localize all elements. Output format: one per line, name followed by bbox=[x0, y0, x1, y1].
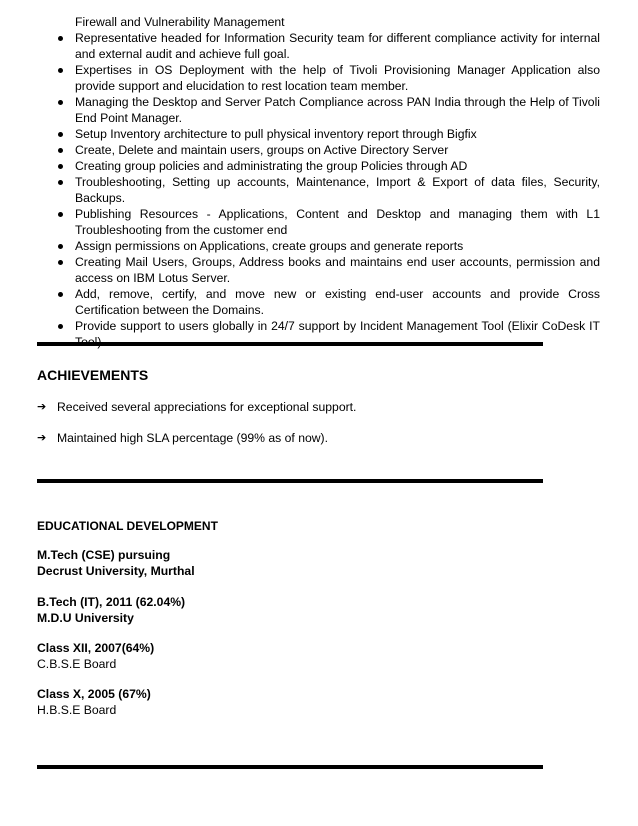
bullet-item bbox=[0, 238, 600, 254]
bullet-text: Add, remove, certify, and move new or existing end-user accounts and provide Cross Certification between the Domains. bbox=[75, 287, 600, 317]
bullet-icon bbox=[58, 324, 63, 329]
degree-title: Class XII, 2007(64%) bbox=[37, 641, 155, 655]
bullet-text: Setup Inventory architecture to pull physical inventory report through Bigfix bbox=[75, 127, 477, 141]
achievement-item bbox=[37, 399, 356, 415]
education-entry bbox=[37, 594, 185, 626]
institution-name: C.B.S.E Board bbox=[37, 657, 117, 671]
bullet-icon bbox=[58, 164, 63, 169]
bullet-text: Representative headed for Information Security team for different compliance activity for internal and external audit and achieve full goal. bbox=[75, 31, 600, 61]
education-entry bbox=[37, 686, 151, 718]
bullet-icon bbox=[58, 180, 63, 185]
bullet-item bbox=[0, 142, 600, 158]
bullet-text: Managing the Desktop and Server Patch Compliance across PAN India through the Help of Tivoli End Point Manager. bbox=[75, 95, 600, 125]
degree-title: M.Tech (CSE) pursuing bbox=[37, 548, 171, 562]
bullet-text: Publishing Resources - Applications, Content and Desktop and managing them with L1 Troubleshooting from the customer end bbox=[75, 207, 600, 237]
bullet-text: Creating group policies and administrating the group Policies through AD bbox=[75, 159, 468, 173]
institution-name: H.B.S.E Board bbox=[37, 703, 117, 717]
bullet-icon bbox=[58, 132, 63, 137]
degree-title: B.Tech (IT), 2011 (62.04%) bbox=[37, 595, 186, 609]
bullet-item bbox=[0, 286, 600, 318]
bullet-text: Create, Delete and maintain users, groups on Active Directory Server bbox=[75, 143, 449, 157]
bullet-icon bbox=[58, 292, 63, 297]
arrow-right-icon: ➔ bbox=[37, 401, 47, 413]
bullet-item bbox=[0, 62, 600, 94]
achievement-item bbox=[37, 430, 328, 446]
education-entry bbox=[37, 640, 154, 672]
bullet-icon bbox=[58, 260, 63, 265]
education-heading: EDUCATIONAL DEVELOPMENT bbox=[37, 519, 218, 533]
bullet-text: Troubleshooting, Setting up accounts, Maintenance, Import & Export of data files, Security, Backups. bbox=[75, 175, 600, 205]
section-divider bbox=[37, 765, 543, 769]
bullet-item bbox=[0, 94, 600, 126]
achievement-text: Maintained high SLA percentage (99% as of now). bbox=[57, 431, 329, 445]
bullet-icon bbox=[58, 212, 63, 217]
section-divider bbox=[37, 479, 543, 483]
bullet-icon bbox=[58, 100, 63, 105]
bullet-icon bbox=[58, 36, 63, 41]
section-divider bbox=[37, 342, 543, 346]
education-entry bbox=[37, 547, 195, 579]
achievements-heading: ACHIEVEMENTS bbox=[37, 367, 149, 383]
bullet-item bbox=[0, 206, 600, 238]
bullet-text: Expertises in OS Deployment with the help of Tivoli Provisioning Manager Application also provide support and elucidation to rest location team member. bbox=[75, 63, 600, 93]
bullet-text: Assign permissions on Applications, create groups and generate reports bbox=[75, 239, 464, 253]
bullet-item bbox=[0, 174, 600, 206]
institution-name: M.D.U University bbox=[37, 611, 134, 625]
continued-bullet-text: Firewall and Vulnerability Management bbox=[75, 15, 285, 29]
institution-name: Decrust University, Murthal bbox=[37, 564, 195, 578]
bullet-icon bbox=[58, 244, 63, 249]
bullet-item bbox=[0, 158, 600, 174]
degree-title: Class X, 2005 (67%) bbox=[37, 687, 151, 701]
bullet-item bbox=[0, 254, 600, 286]
bullet-item bbox=[0, 30, 600, 62]
achievement-text: Received several appreciations for exceptional support. bbox=[57, 400, 357, 414]
bullet-text: Creating Mail Users, Groups, Address books and maintains end user accounts, permission and access on IBM Lotus Server. bbox=[75, 255, 600, 285]
bullet-icon bbox=[58, 148, 63, 153]
bullet-item bbox=[0, 126, 600, 142]
bullet-icon bbox=[58, 68, 63, 73]
bullet-text: Provide support to users globally in 24/7 support by Incident Management Tool (Elixir CoDesk IT bbox=[75, 319, 600, 333]
arrow-right-icon: ➔ bbox=[37, 432, 47, 444]
